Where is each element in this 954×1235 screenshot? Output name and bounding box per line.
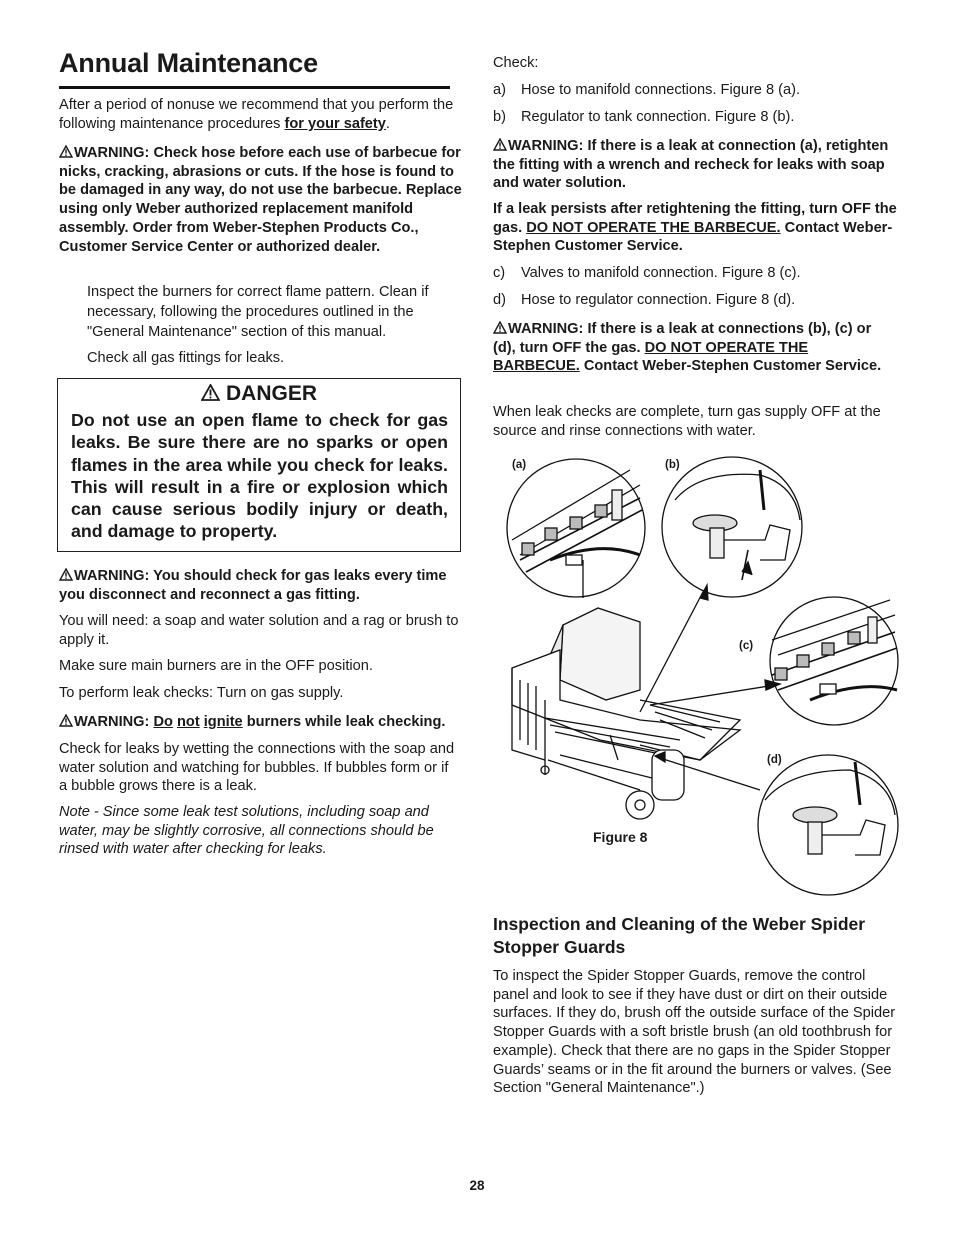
danger-text: Do not use an open flame to check for gas leaks. Be sure there are no sparks or open flames in the area while you check for leaks. This will result in a fire or explosion which can cause serious bodily injury or death, and damage to property. — [71, 410, 448, 542]
checks-complete: When leak checks are complete, turn gas supply OFF at the source and rinse connections with water. — [493, 404, 881, 439]
figure-8-illustration — [493, 448, 903, 898]
detail-circle-a — [507, 459, 645, 598]
section-heading: Inspection and Cleaning of the Weber Spider Stopper Guards — [493, 914, 866, 957]
leak-persists-text: If a leak persists after retightening the fitting, turn OFF the gas — [493, 201, 897, 236]
danger-warning-icon — [201, 384, 220, 401]
list-item-text: Valves to manifold connection. Figure 8 (c). — [521, 265, 801, 281]
check-list-cd — [493, 264, 893, 310]
intro-text: After a period of nonuse we recommend that you perform the following maintenance procedures — [59, 97, 454, 132]
inspect-burners: Inspect the burners for correct flame pattern. Clean if necessary, following the procedures outlined in the "General Maintenance" section of this manual. — [87, 284, 429, 340]
warning-bcd-text: WARNING: If there is a leak at connections (b), (c) or (d), turn OFF the gas — [493, 321, 872, 356]
danger-title: DANGER — [225, 382, 317, 405]
list-item-text: Hose to regulator connection. Figure 8 (d). — [521, 292, 796, 308]
leak-persists-dot: . — [518, 219, 527, 236]
intro-paragraph — [59, 96, 459, 133]
perform-paragraph: To perform leak checks: Turn on gas supply. — [59, 685, 344, 701]
contact-text: Contact Weber-Stephen Customer Service. — [579, 358, 882, 375]
spider-stopper-paragraph: To inspect the Spider Stopper Guards, remove the control panel and look to see if they have dust or dirt on their outside surfaces. If they do, brush off the outside surface of the Spider Stopper Guards with a soft bristle brush (an old toothbrush for example). Check that there are no gaps in the Spider Stopper Guards’ seams or in the fit around the burners or valves. (See Section "General Maintenance".) — [493, 968, 896, 1097]
list-item — [493, 291, 893, 310]
do-not-operate: DO NOT OPERATE THE BARBECUE. — [493, 339, 809, 375]
warning-hose — [59, 144, 464, 256]
leak-persists — [493, 200, 903, 256]
check-leaks-paragraph: Check for leaks by wetting the connections with the soap and water solution and watching for bubbles. If bubbles form or if a bubble grows there is a leak. — [59, 741, 455, 795]
figure-label-b: (b) — [665, 459, 680, 471]
intro-period: . — [385, 115, 390, 132]
warning-connections-bcd — [493, 320, 893, 376]
intro-safety-emphasis: for your safety — [284, 115, 386, 132]
do-not-operate: DO NOT OPERATE THE BARBECUE. — [526, 219, 781, 236]
warning-disconnect-text: WARNING: You should check for gas leaks every time you disconnect and reconnect a gas fitting. — [59, 568, 447, 603]
title-rule — [59, 86, 450, 89]
warning-ignite-prefix: WARNING: — [74, 714, 154, 730]
note-paragraph: Note - Since some leak test solutions, including soap and water, may be slightly corrosive, all connections should be rinsed with water after checking for leaks. — [59, 804, 434, 858]
warning-icon — [59, 145, 73, 158]
danger-box — [57, 378, 461, 552]
list-item-label: d) — [493, 292, 506, 308]
contact-text: Contact Weber-Stephen Customer Service. — [493, 219, 893, 255]
warning-connection-a-text: WARNING: If there is a leak at connection (a), retighten the fitting with a wrench and recheck for leaks with soap and water solution. — [493, 138, 889, 192]
list-item-label: c) — [493, 265, 506, 281]
list-item-text: Regulator to tank connection. Figure 8 (b). — [521, 109, 795, 125]
need-paragraph: You will need: a soap and water solution and a rag or brush to apply it. — [59, 613, 459, 648]
detail-circle-b — [662, 457, 802, 597]
warning-ignite-do: Do — [153, 714, 173, 730]
check-heading: Check: — [493, 55, 539, 71]
check-list-ab — [493, 81, 893, 127]
warning-ignite-suffix: burners while leak checking. — [242, 714, 446, 730]
figure-label-d: (d) — [767, 754, 782, 766]
figure-label-c: (c) — [739, 640, 754, 652]
warning-disconnect — [59, 567, 459, 604]
grill-illustration — [512, 608, 740, 819]
detail-circle-c — [770, 597, 898, 725]
warning-bcd-dot: . — [636, 339, 645, 356]
figure-label-a: (a) — [512, 459, 527, 471]
warning-icon — [59, 568, 73, 581]
list-item-label: a) — [493, 82, 506, 98]
list-item-text: Hose to manifold connections. Figure 8 (a). — [521, 82, 801, 98]
warning-ignite-not: not — [176, 714, 200, 730]
warning-connection-a — [493, 137, 893, 193]
figure-8 — [493, 448, 903, 898]
list-item — [493, 81, 893, 108]
detail-circle-d — [758, 755, 898, 895]
warning-hose-text: WARNING: Check hose before each use of barbecue for nicks, cracking, abrasions or cuts. If the hose is found to be damaged in any way, do not use the barbecue. Replace using only Weber authorized replacement manifold assembly. Order from Weber-Stephen Products Co., Customer Service Center or authorized dealer. — [59, 145, 462, 255]
warning-icon — [493, 321, 507, 334]
danger-heading — [58, 382, 460, 406]
page-title: Annual Maintenance — [59, 48, 318, 78]
figure-caption: Figure 8 — [593, 829, 648, 845]
list-item — [493, 108, 893, 127]
list-item — [493, 264, 893, 291]
warning-icon — [59, 714, 73, 727]
burners-off: Make sure main burners are in the OFF position. — [59, 658, 373, 674]
page-number: 28 — [469, 1178, 485, 1193]
check-fittings: Check all gas fittings for leaks. — [87, 350, 285, 366]
warning-icon — [493, 138, 507, 151]
warning-ignite — [59, 713, 469, 732]
list-item-label: b) — [493, 109, 506, 125]
warning-ignite-word: ignite — [203, 714, 243, 730]
